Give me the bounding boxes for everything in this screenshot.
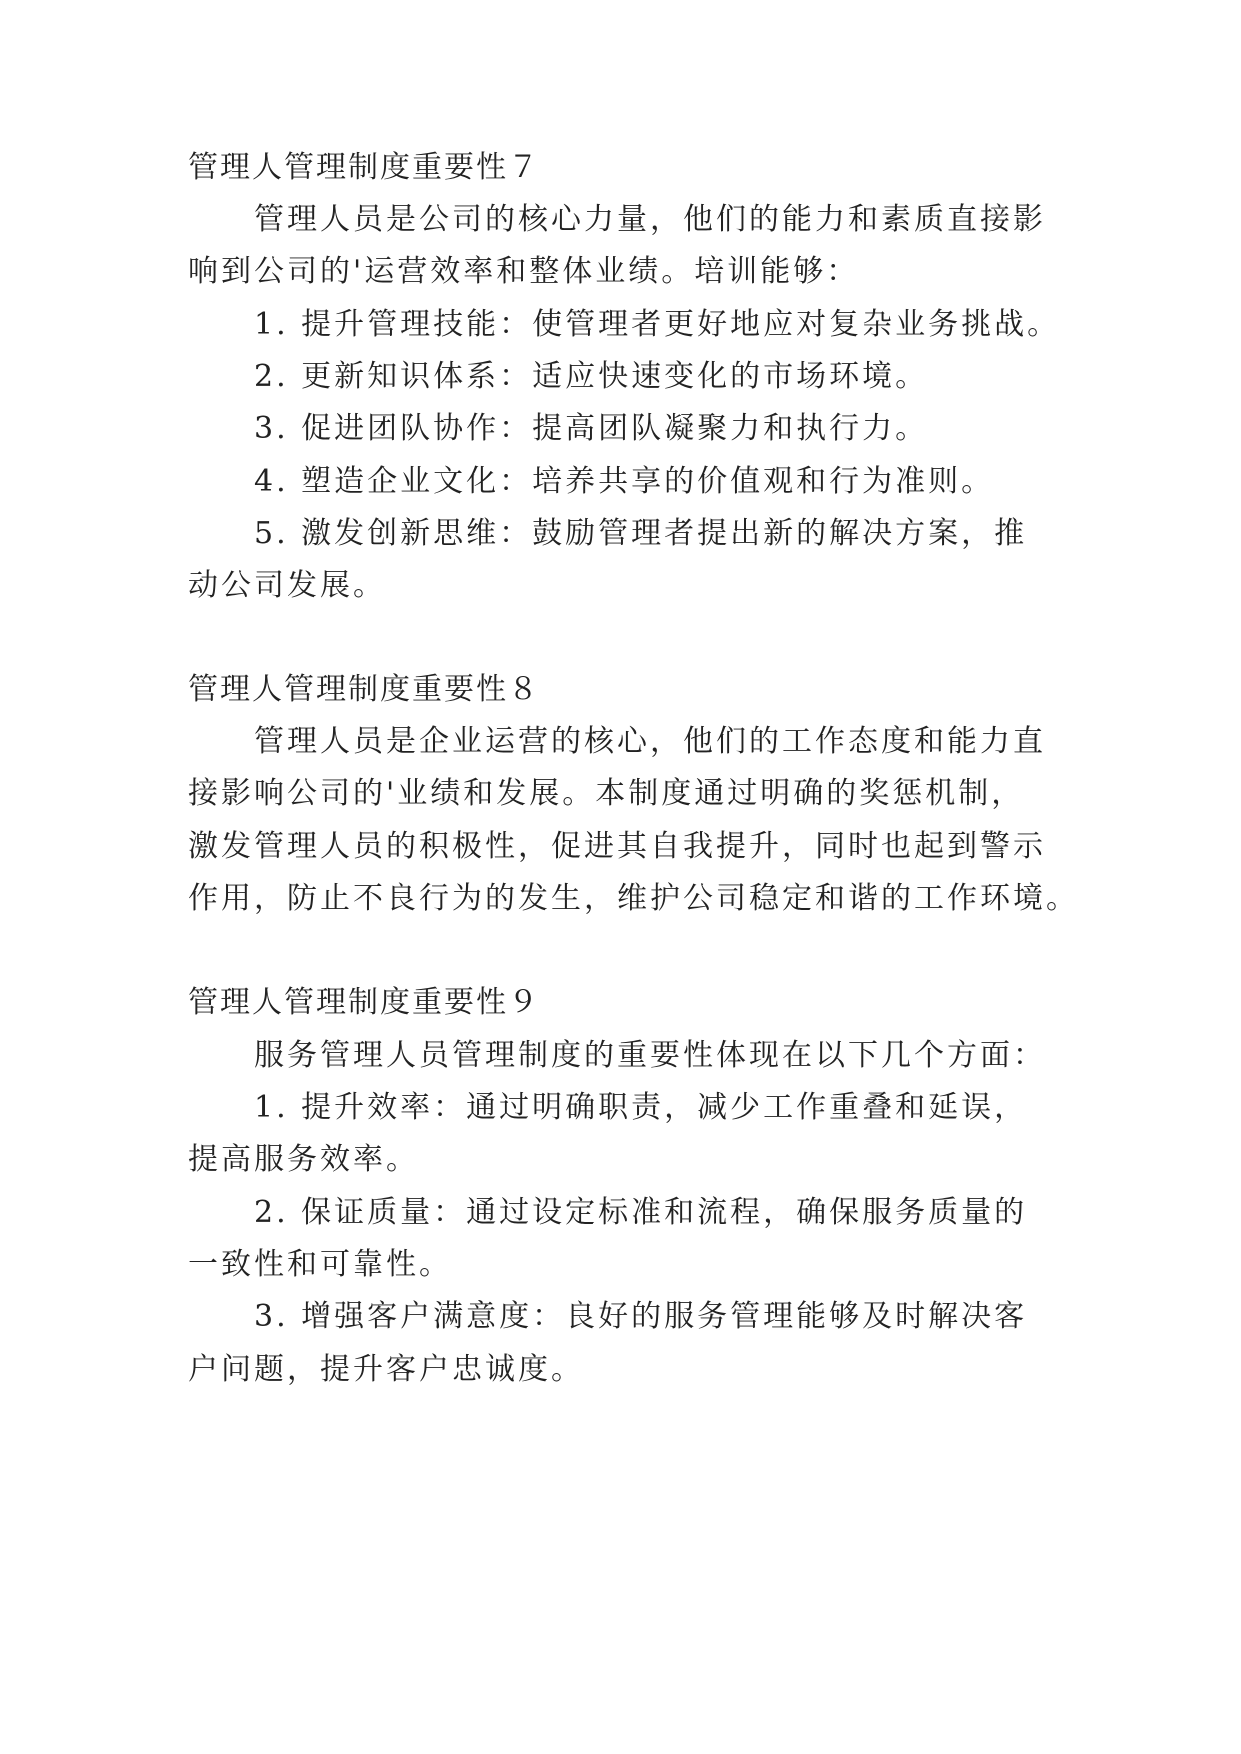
section-heading: 管理人管理制度重要性８ — [188, 672, 540, 707]
list-item-continuation: 提高服务效率。 — [188, 1142, 419, 1177]
paragraph-line: 作用，防止不良行为的发生，维护公司稳定和谐的工作环境。 — [188, 881, 1079, 916]
list-item-continuation: 动公司发展。 — [188, 568, 386, 603]
list-item: 5. 激发创新思维：鼓励管理者提出新的解决方案，推 — [254, 516, 1028, 551]
list-item: 3. 促进团队协作：提高团队凝聚力和执行力。 — [254, 411, 929, 446]
list-item: 1. 提升效率：通过明确职责，减少工作重叠和延误， — [254, 1090, 1028, 1125]
list-item: 1. 提升管理技能：使管理者更好地应对复杂业务挑战。 — [254, 307, 1061, 342]
list-item: 2. 保证质量：通过设定标准和流程，确保服务质量的 — [254, 1195, 1028, 1230]
list-item: 4. 塑造企业文化：培养共享的价值观和行为准则。 — [254, 464, 995, 499]
paragraph-line: 接影响公司的'业绩和发展。本制度通过明确的奖惩机制， — [188, 776, 1025, 811]
paragraph-line: 服务管理人员管理制度的重要性体现在以下几个方面： — [254, 1038, 1046, 1073]
paragraph-line: 响到公司的'运营效率和整体业绩。培训能够： — [188, 254, 860, 289]
paragraph-line: 管理人员是公司的核心力量，他们的能力和素质直接影 — [254, 202, 1046, 237]
list-item: 3. 增强客户满意度：良好的服务管理能够及时解决客 — [254, 1299, 1028, 1334]
paragraph-line: 管理人员是企业运营的核心，他们的工作态度和能力直 — [254, 724, 1046, 759]
section-heading: 管理人管理制度重要性９ — [188, 985, 540, 1020]
section-heading: 管理人管理制度重要性７ — [188, 150, 540, 185]
list-item-continuation: 户问题，提升客户忠诚度。 — [188, 1352, 584, 1387]
list-item: 2. 更新知识体系：适应快速变化的市场环境。 — [254, 359, 929, 394]
list-item-continuation: 一致性和可靠性。 — [188, 1247, 452, 1282]
paragraph-line: 激发管理人员的积极性，促进其自我提升，同时也起到警示 — [188, 829, 1046, 864]
